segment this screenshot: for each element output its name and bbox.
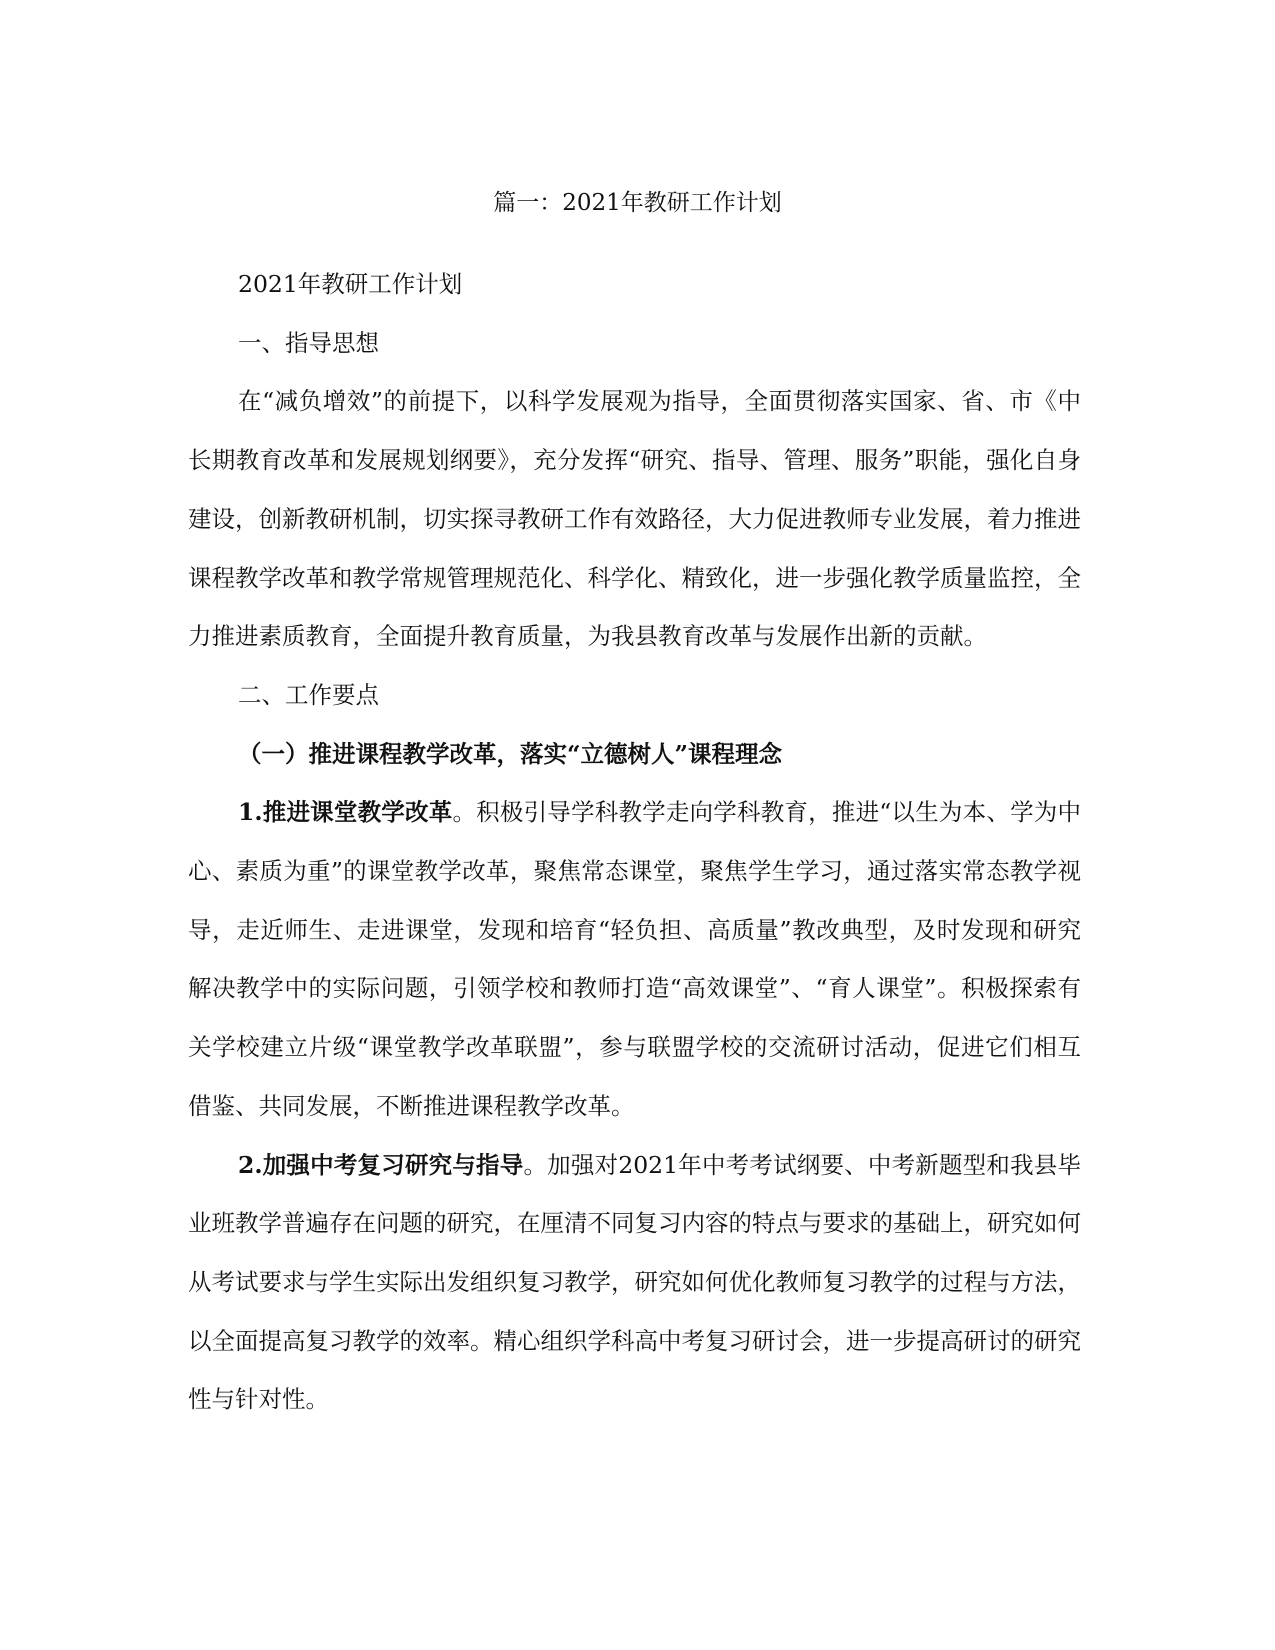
guiding-thought-paragraph: 在“减负增效”的前提下，以科学发展观为指导，全面贯彻落实国家、省、市《中长期教育改革和发展规划纲要》，充分发挥“研究、指导、管理、服务”职能，强化自身建设，创新教研机制，切实探寻教研工作有效路径，大力促进教师专业发展，着力推进课程教学改革和教学常规管理规范化、科学化、精致化，进一步强化教学质量监控，全力推进素质教育，全面提升教育质量，为我县教育改革与发展作出新的贡献。 (188, 387, 1081, 651)
item-lead-1: 1.推进课堂教学改革 (238, 798, 453, 827)
plan-heading: 2021年教研工作计划 (238, 270, 463, 298)
item-paragraph-1 (188, 783, 1081, 1135)
item-text-2: 。加强对2021年中考考试纲要、中考新题型和我县毕业班教学普遍存在问题的研究，在厘清不同复习内容的特点与要求的基础上，研究如何从考试要求与学生实际出发组织复习教学，研究如何优化教师复习教学的过程与方法，以全面提高复习教学的效率。精心组织学科高中考复习研讨会，进一步提高研讨的研究性与针对性。 (188, 1150, 1081, 1414)
subsection-heading: （一）推进课程教学改革，落实“立德树人”课程理念 (238, 739, 783, 768)
item-lead-2: 2.加强中考复习研究与指导 (238, 1150, 524, 1179)
document-body (188, 255, 1081, 1429)
document-title: 篇一：2021年教研工作计划 (493, 190, 782, 216)
item-paragraph-2 (188, 1136, 1081, 1430)
section-heading-guiding-thought: 一、指导思想 (238, 328, 379, 357)
item-text-1: 。积极引导学科教学走向学科教育，推进“以生为本、学为中心、素质为重”的课堂教学改革，聚焦常态课堂，聚焦学生学习，通过落实常态教学视导，走近师生、走进课堂，发现和培育“轻负担、高质量”教改典型，及时发现和研究解决教学中的实际问题，引领学校和教师打造“高效课堂”、“育人课堂”。积极探索有关学校建立片级“课堂教学改革联盟”，参与联盟学校的交流研讨活动，促进它们相互借鉴、共同发展，不断推进课程教学改革。 (188, 798, 1081, 1120)
section-heading-work-points: 二、工作要点 (238, 680, 379, 709)
